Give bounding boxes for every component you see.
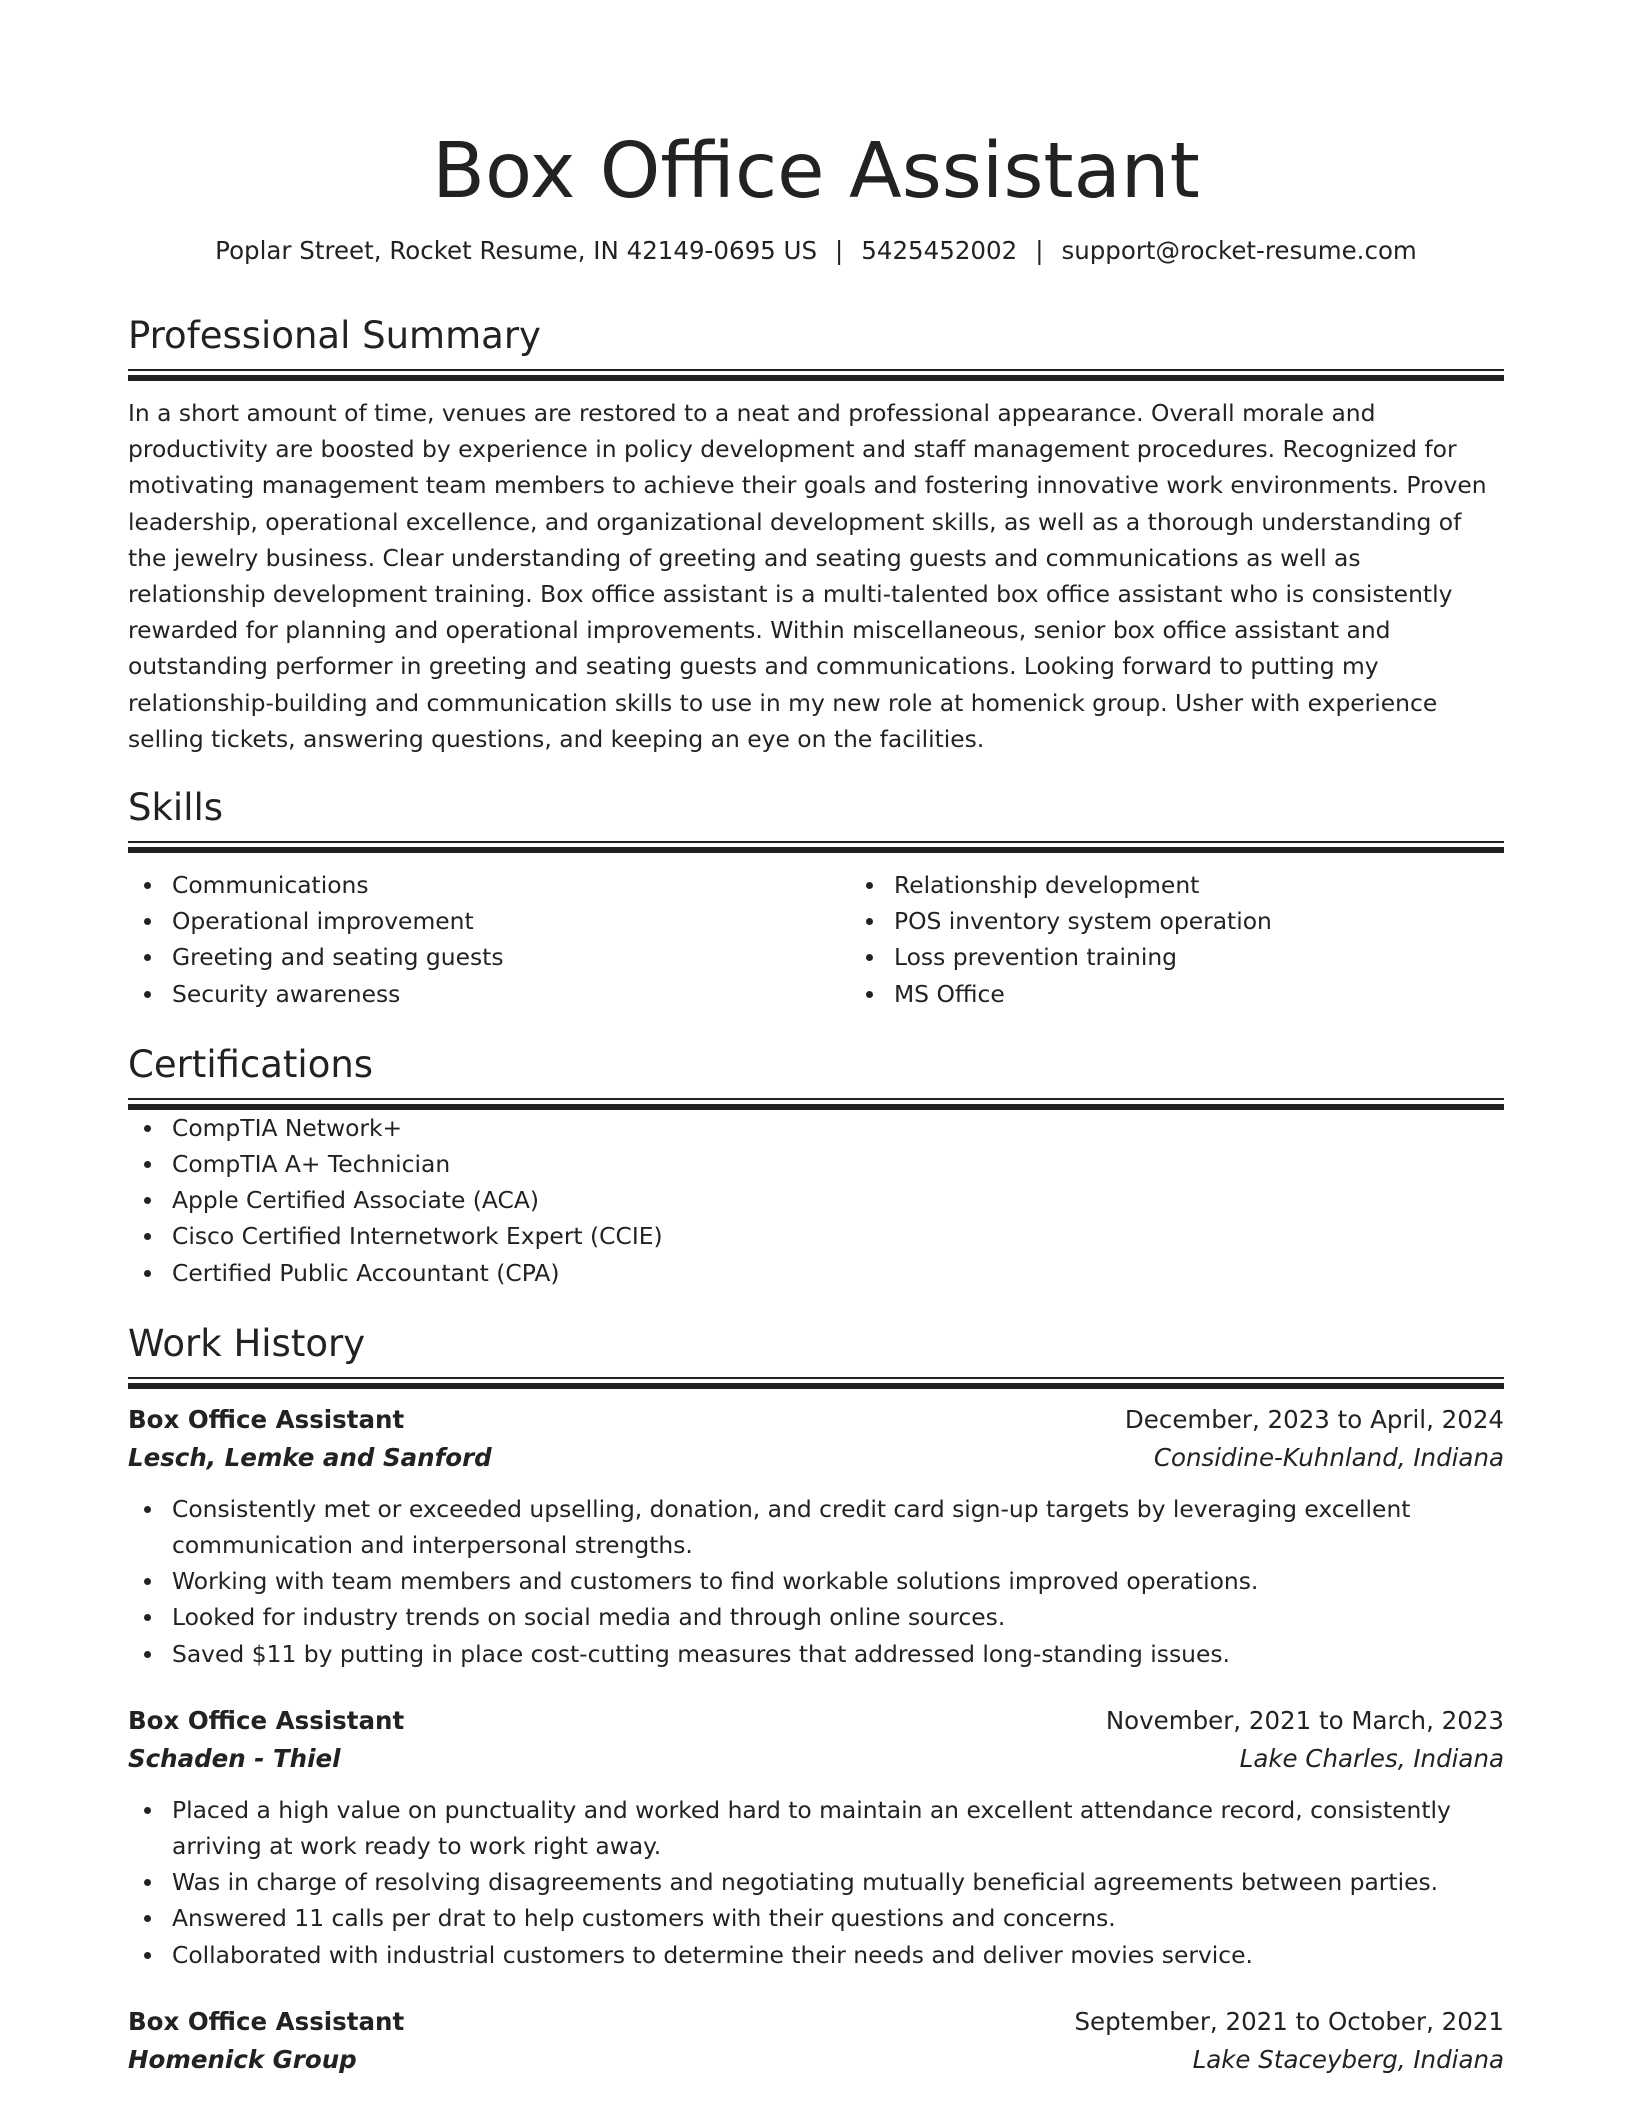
job-title: Box Office Assistant (128, 1404, 405, 1434)
job-duty-item: Saved $11 by putting in place cost-cutting measures that addressed long-standing issues. (172, 1636, 1504, 1672)
job-dates: September, 2021 to October, 2021 (1074, 2006, 1504, 2036)
job-company: Homenick Group (128, 2044, 357, 2074)
job-title: Box Office Assistant (128, 2006, 405, 2036)
skill-item: Security awareness (172, 976, 850, 1012)
resume-page (128, 0, 1504, 2079)
contact-address: Poplar Street, Rocket Resume, IN 42149-0695 US (215, 236, 818, 265)
skill-item: Communications (172, 867, 850, 903)
job-company-row (128, 2041, 1504, 2079)
job-dates: December, 2023 to April, 2024 (1124, 1404, 1504, 1434)
contact-separator: | (1035, 236, 1044, 265)
job-location: Lake Charles, Indiana (1239, 1743, 1504, 1773)
job-dates: November, 2021 to March, 2023 (1105, 1705, 1504, 1735)
job-title: Box Office Assistant (128, 1705, 405, 1735)
job-company-row (128, 1439, 1504, 1477)
contact-email: support@rocket-resume.com (1061, 236, 1417, 265)
contact-separator: | (835, 236, 844, 265)
section-divider (128, 1098, 1504, 1110)
section-divider (128, 841, 1504, 853)
job-duty-item: Was in charge of resolving disagreements and negotiating mutually beneficial agreements between parties. (172, 1864, 1504, 1900)
contact-phone: 5425452002 (861, 236, 1018, 265)
job-duty-item: Working with team members and customers to find workable solutions improved operations. (172, 1563, 1504, 1599)
job-duties-list (128, 1792, 1504, 1973)
job-duty-item: Collaborated with industrial customers to determine their needs and deliver movies service. (172, 1937, 1504, 1973)
job-duties-list (128, 1491, 1504, 1672)
skill-item: MS Office (894, 976, 1572, 1012)
job-entry (128, 1702, 1504, 1973)
section-divider (128, 1377, 1504, 1389)
job-location: Considine-Kuhnland, Indiana (1153, 1442, 1504, 1472)
skills-list-left (128, 867, 850, 1012)
skills-section (128, 783, 1504, 1012)
job-company-row (128, 1740, 1504, 1778)
work-history-section (128, 1319, 1504, 2079)
job-duty-item: Placed a high value on punctuality and worked hard to maintain an excellent attendance record, consistently arriving at work ready to work right away. (172, 1792, 1504, 1864)
certification-item: Certified Public Accountant (CPA) (172, 1255, 1504, 1291)
section-divider (128, 369, 1504, 381)
certification-item: CompTIA Network+ (172, 1110, 1504, 1146)
job-company: Lesch, Lemke and Sanford (128, 1442, 492, 1472)
job-duty-item: Answered 11 calls per drat to help customers with their questions and concerns. (172, 1900, 1504, 1936)
section-title: Certifications (128, 1042, 374, 1086)
skills-grid (128, 867, 1504, 1012)
job-header-row (128, 2003, 1504, 2041)
job-header-row (128, 1702, 1504, 1740)
job-entry (128, 2003, 1504, 2079)
certification-item: CompTIA A+ Technician (172, 1146, 1504, 1182)
job-entry (128, 1401, 1504, 1672)
job-duty-item: Consistently met or exceeded upselling, donation, and credit card sign-up targets by leveraging excellent communication and interpersonal strengths. (172, 1491, 1504, 1563)
certifications-section (128, 1040, 1504, 1291)
skill-item: Greeting and seating guests (172, 939, 850, 975)
certification-item: Apple Certified Associate (ACA) (172, 1182, 1504, 1218)
section-title: Professional Summary (128, 314, 541, 357)
certification-item: Cisco Certified Internetwork Expert (CCIE) (172, 1218, 1504, 1254)
skill-item: Loss prevention training (894, 939, 1572, 975)
resume-name: Box Office Assistant (432, 127, 1200, 216)
job-duty-item: Looked for industry trends on social media and through online sources. (172, 1599, 1504, 1635)
professional-summary-section (128, 311, 1504, 757)
job-company: Schaden - Thiel (128, 1743, 341, 1773)
section-title: Skills (128, 786, 224, 830)
skill-item: Operational improvement (172, 903, 850, 939)
certifications-list (128, 1110, 1504, 1291)
contact-line (128, 234, 1504, 268)
summary-text: In a short amount of time, venues are restored to a neat and professional appearance. Overall morale and productivity are boosted by experience in policy development and staff management procedures. Recognized for motivating management team members to achieve their goals and fostering innovative work environments. Proven leadership, operational excellence, and organizational development skills, as well as a thorough understanding of the jewelry business. Clear understanding of greeting and seating guests and communications as well as relationship development training. Box office assistant is a multi-talented box office assistant who is consistently rewarded for planning and operational improvements. Within miscellaneous, senior box office assistant and outstanding performer in greeting and seating guests and communications. Looking forward to putting my relationship-building and communication skills to use in my new role at homenick group. Usher with experience selling tickets, answering questions, and keeping an eye on the facilities. (128, 399, 1487, 753)
skills-list-right (850, 867, 1572, 1012)
job-header-row (128, 1401, 1504, 1439)
skill-item: POS inventory system operation (894, 903, 1572, 939)
section-title: Work History (128, 1321, 366, 1365)
skill-item: Relationship development (894, 867, 1572, 903)
job-location: Lake Staceyberg, Indiana (1192, 2044, 1504, 2074)
